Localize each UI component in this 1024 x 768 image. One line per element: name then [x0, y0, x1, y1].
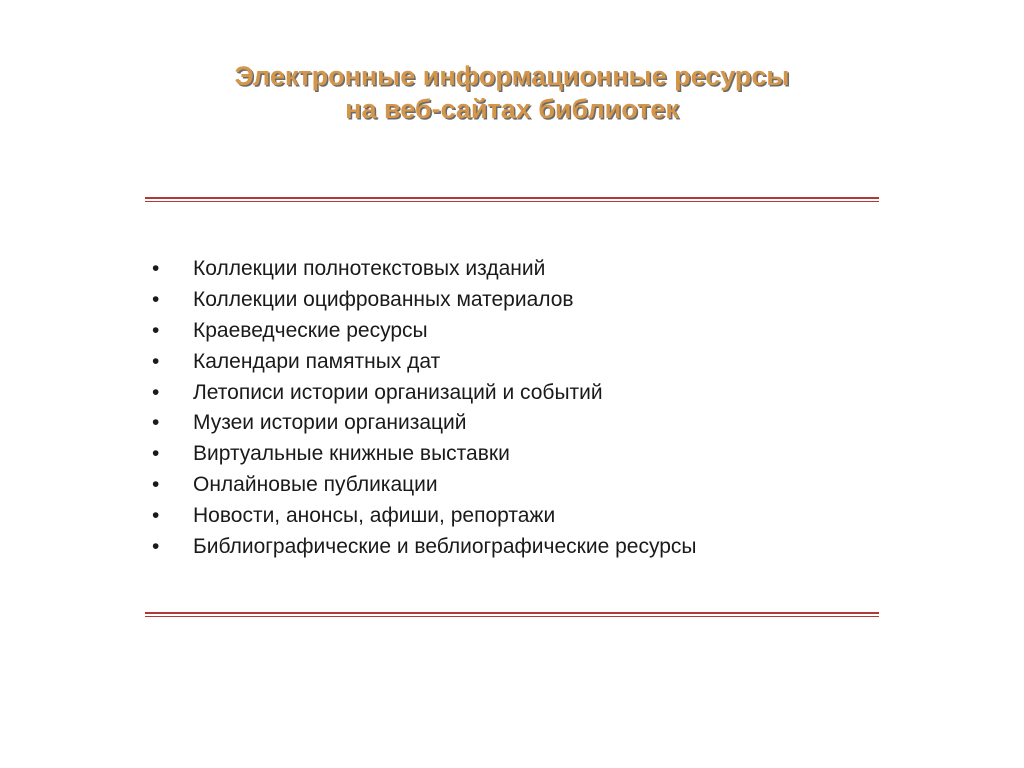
title-line-1: Электронные информационные ресурсы: [234, 61, 790, 91]
title-line-2: на веб-сайтах библиотек: [345, 94, 679, 124]
list-item-text: Новости, анонсы, афиши, репортажи: [193, 504, 556, 528]
bullet-icon: •: [152, 349, 160, 373]
list-item-text: Онлайновые публикации: [193, 473, 438, 497]
bullet-icon: •: [152, 473, 160, 497]
bullet-icon: •: [152, 380, 160, 404]
list-item-text: Краеведческие ресурсы: [193, 318, 428, 342]
list-item-text: Библиографические и веблиографические ресурсы: [193, 535, 697, 559]
bullet-icon: •: [152, 504, 160, 528]
bullet-icon: •: [152, 411, 160, 435]
bullet-icon: •: [152, 318, 160, 342]
bullet-icon: •: [152, 287, 160, 311]
list-item-text: Летописи истории организаций и событий: [193, 380, 603, 404]
slide-title: [0, 60, 1024, 126]
list-item-text: Коллекции полнотекстовых изданий: [193, 257, 546, 280]
bullet-icon: •: [152, 442, 160, 466]
list-item-text: Виртуальные книжные выставки: [193, 442, 510, 466]
list-item-text: Коллекции оцифрованных материалов: [193, 287, 574, 311]
top-divider: [145, 197, 879, 202]
bullet-icon: •: [152, 257, 160, 280]
list-item-text: Календари памятных дат: [193, 349, 441, 373]
bullet-icon: •: [152, 535, 160, 559]
bottom-divider: [145, 612, 879, 617]
list-item-text: Музеи истории организаций: [193, 411, 467, 435]
